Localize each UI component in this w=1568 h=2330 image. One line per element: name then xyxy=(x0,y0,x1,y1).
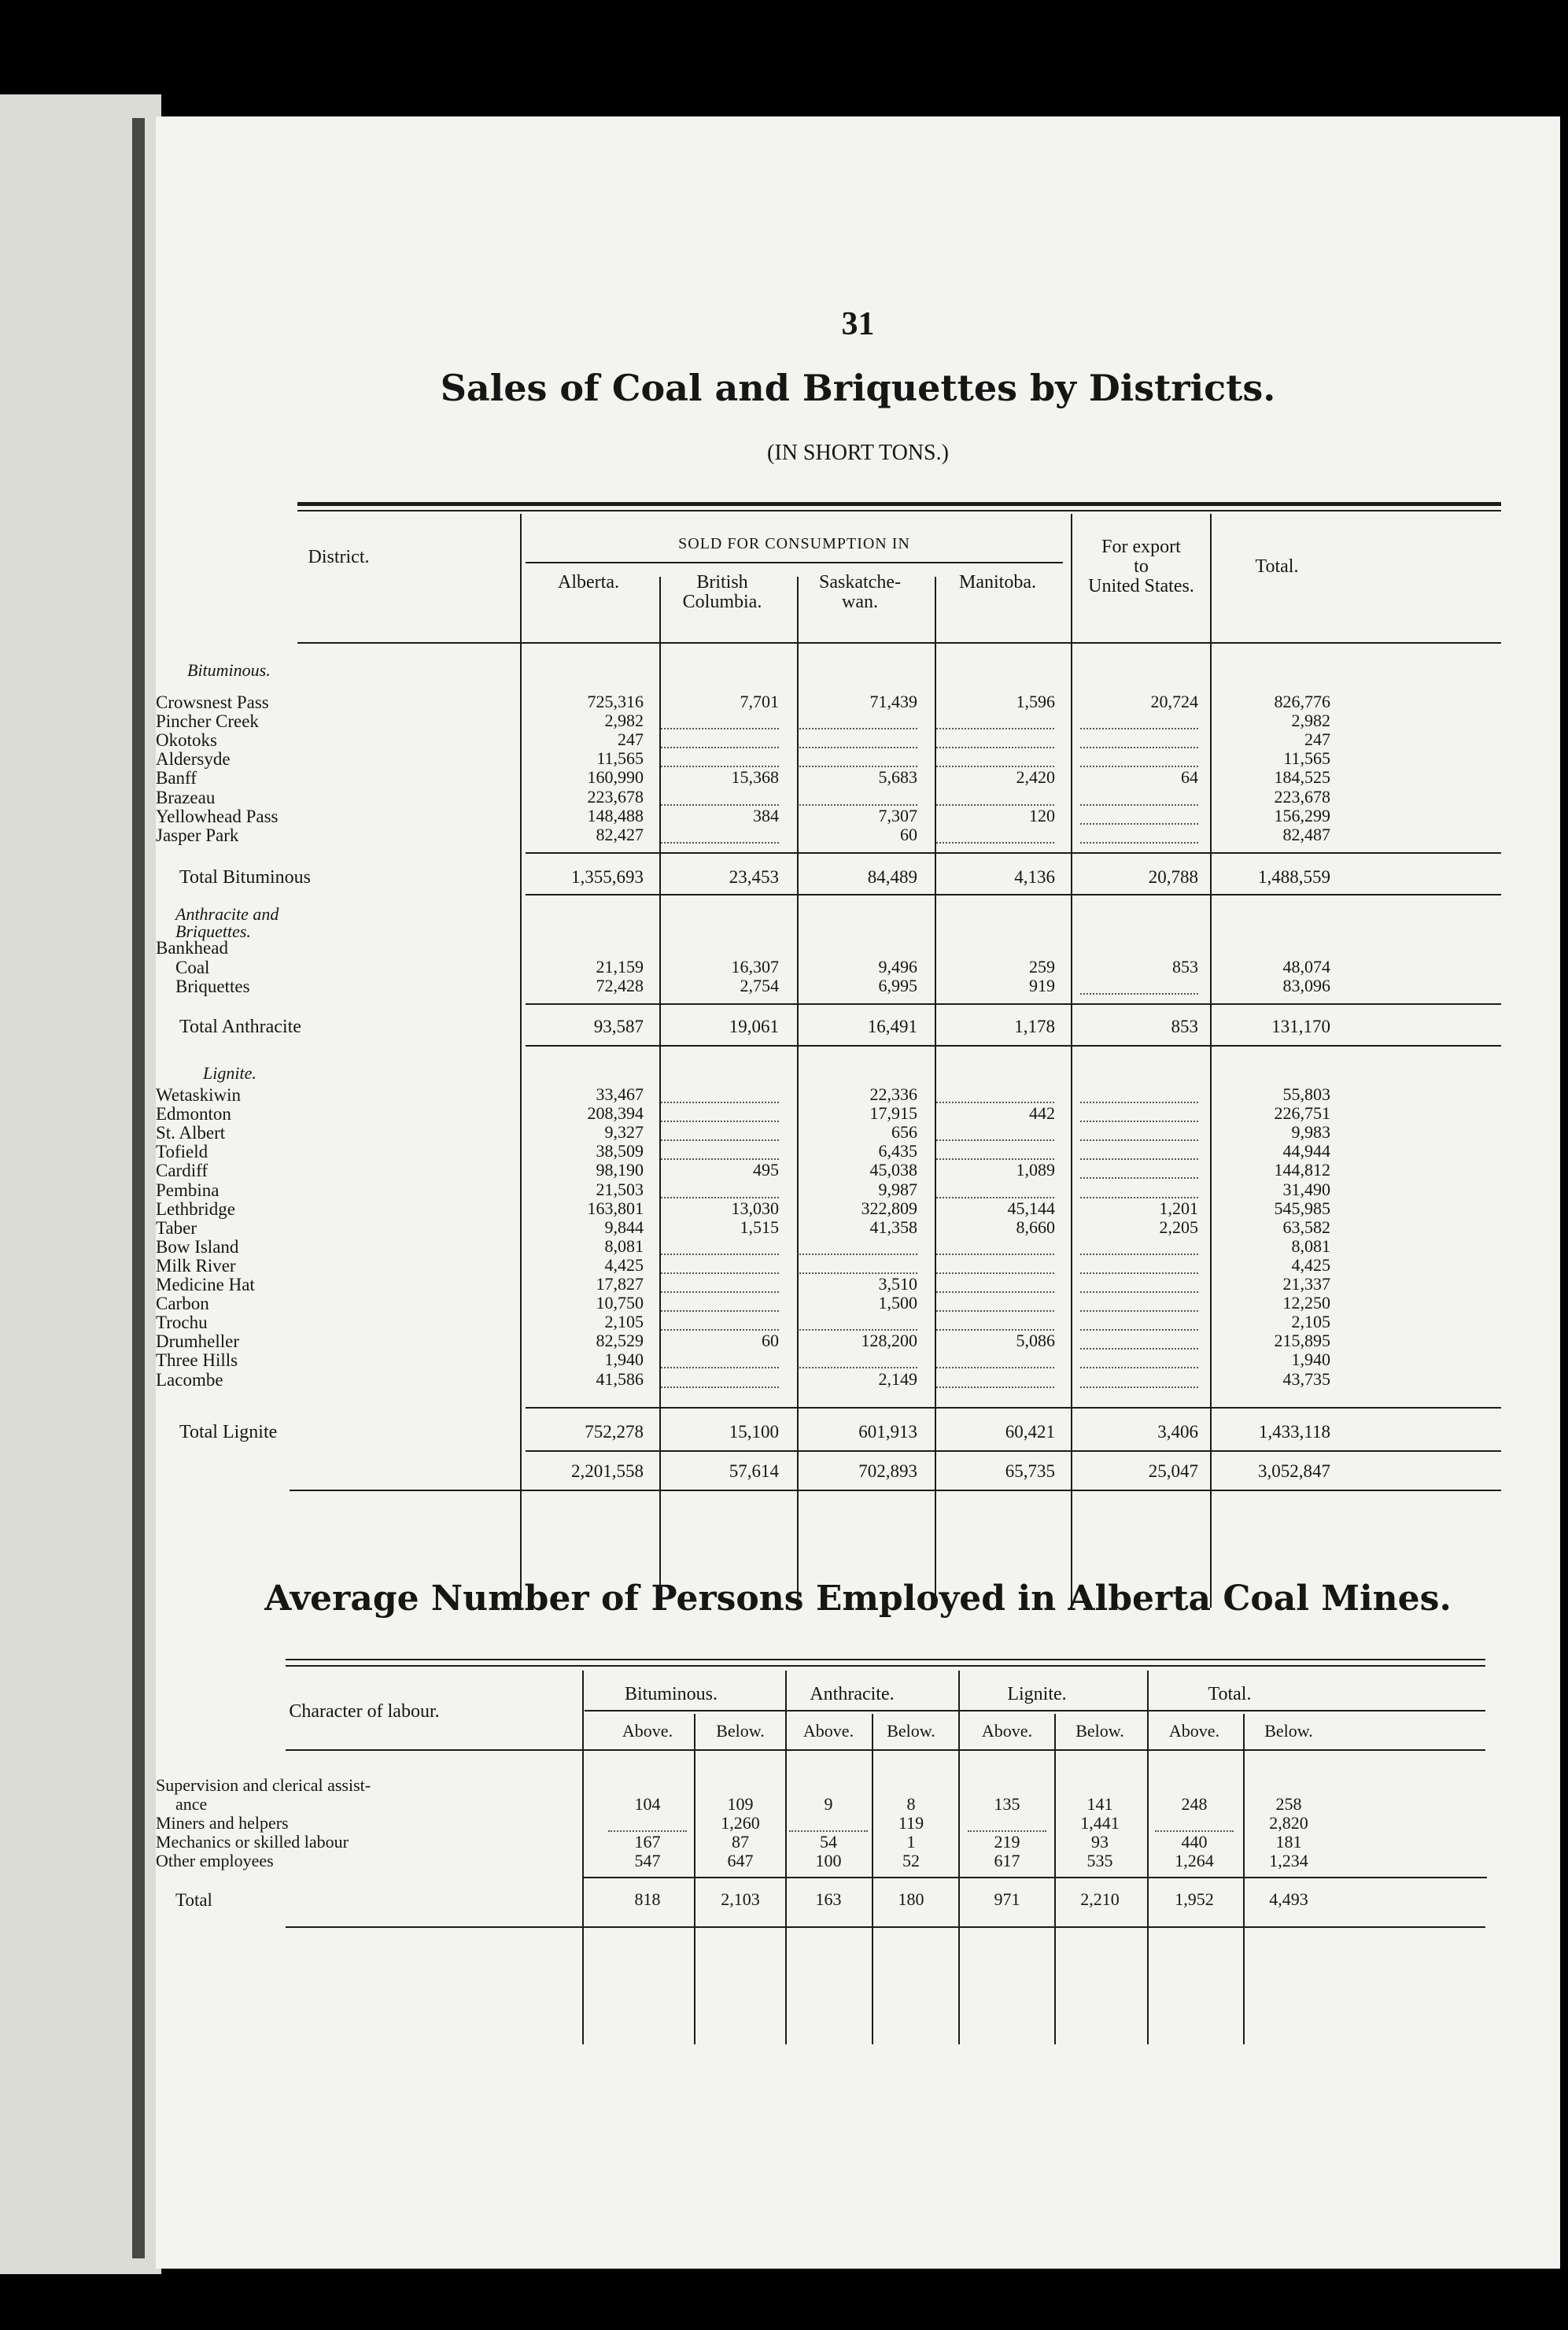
emp-table-top-rule xyxy=(286,1659,1485,1660)
alberta-value: 9,844 xyxy=(604,1217,644,1237)
total-value: 8,081 xyxy=(1291,1235,1330,1256)
emp-value: 547 xyxy=(634,1851,661,1870)
dot-leader xyxy=(661,1367,779,1368)
anthracite-total-bottom-rule xyxy=(526,1045,1501,1047)
alberta-value: 11,565 xyxy=(596,748,644,769)
dot-leader xyxy=(1080,1102,1198,1103)
dot-leader xyxy=(1080,1254,1198,1255)
dot-leader xyxy=(936,1254,1054,1255)
total-value: 4,425 xyxy=(1291,1254,1330,1275)
emp-col-rule xyxy=(785,1714,787,2044)
dot-leader xyxy=(1080,1367,1198,1368)
above-header: Above. xyxy=(981,1721,1033,1741)
alberta-value: 2,982 xyxy=(604,711,644,731)
alberta-value: 8,081 xyxy=(604,1235,644,1256)
emp-value: 93 xyxy=(1091,1832,1109,1852)
sask-value: 322,809 xyxy=(861,1198,917,1218)
emp-value: 87 xyxy=(732,1832,749,1852)
dot-leader xyxy=(661,1310,779,1312)
alberta-value: 38,509 xyxy=(596,1141,644,1161)
above-header: Above. xyxy=(1168,1721,1220,1741)
dot-leader xyxy=(661,1121,779,1122)
dot-leader xyxy=(799,728,917,729)
emp-value: 100 xyxy=(815,1851,842,1870)
dot-leader xyxy=(661,1387,779,1388)
district-name: Medicine Hat xyxy=(156,1275,255,1294)
total-value: 144,812 xyxy=(1274,1160,1330,1180)
manitoba-value: 8,660 xyxy=(1016,1217,1055,1237)
above-header: Above. xyxy=(802,1721,854,1741)
group-header: Bituminous. xyxy=(624,1684,718,1704)
emp-value: 9 xyxy=(824,1794,833,1814)
total-value: 1,940 xyxy=(1291,1350,1330,1370)
section-heading-anthracite-line2: Briquettes. xyxy=(175,921,251,941)
col-rule-sask xyxy=(935,577,936,1608)
dot-leader xyxy=(1080,1348,1198,1350)
emp-value: 181 xyxy=(1275,1832,1302,1852)
bc-value: 13,030 xyxy=(731,1198,779,1218)
alberta-value: 82,529 xyxy=(596,1331,644,1351)
manitoba-value: 919 xyxy=(1029,976,1055,996)
dot-leader xyxy=(1080,747,1198,748)
total-value: 545,985 xyxy=(1274,1198,1330,1218)
district-name: Okotoks xyxy=(156,730,217,751)
alberta-total-value: 752,278 xyxy=(585,1422,644,1442)
district-name: Banff xyxy=(156,768,197,788)
sask-value: 17,915 xyxy=(869,1103,917,1124)
alberta-value: 41,586 xyxy=(596,1368,644,1389)
district-name: Tofield xyxy=(156,1142,208,1162)
bc-grand-total: 57,614 xyxy=(729,1461,779,1481)
dot-leader xyxy=(1080,1291,1198,1293)
total-value: 9,983 xyxy=(1291,1122,1330,1143)
district-name: Pembina xyxy=(156,1180,220,1200)
dot-leader xyxy=(661,1102,779,1103)
district-name: Taber xyxy=(156,1217,197,1238)
labour-character-name: Mechanics or skilled labour xyxy=(156,1832,349,1852)
document-page xyxy=(156,116,1560,2269)
book-binding-shadow xyxy=(132,118,145,2258)
district-name: Carbon xyxy=(156,1294,209,1314)
district-header: District. xyxy=(308,547,370,567)
manitoba-header: Manitoba. xyxy=(959,572,1036,593)
sales-table-title: Sales of Coal and Briquettes by Districts. xyxy=(440,367,1276,409)
sask-value: 41,358 xyxy=(869,1217,917,1237)
export-total-value: 3,406 xyxy=(1157,1422,1198,1442)
alberta-value: 148,488 xyxy=(587,805,644,825)
total-row-label: Total Bituminous xyxy=(179,867,311,888)
emp-value: 535 xyxy=(1087,1851,1113,1870)
emp-col-rule-label xyxy=(582,1671,584,2044)
emp-value: 1,264 xyxy=(1175,1851,1214,1870)
alberta-value: 10,750 xyxy=(596,1293,644,1313)
total-value: 43,735 xyxy=(1282,1368,1330,1389)
sask-total-value: 16,491 xyxy=(867,1017,917,1036)
total-value: 156,299 xyxy=(1274,805,1330,825)
emp-header-bottom-rule xyxy=(286,1749,1485,1751)
sales-table-subtitle: (IN SHORT TONS.) xyxy=(767,441,949,465)
dot-leader xyxy=(1080,842,1198,844)
manitoba-value: 1,596 xyxy=(1016,692,1055,711)
emp-total-value: 2,103 xyxy=(721,1889,760,1909)
sask-value: 9,987 xyxy=(878,1179,917,1199)
emp-value: 141 xyxy=(1087,1794,1113,1814)
total-value: 82,487 xyxy=(1282,824,1330,844)
emp-total-value: 2,210 xyxy=(1080,1889,1120,1909)
total-value: 2,982 xyxy=(1291,711,1330,731)
alberta-total-value: 93,587 xyxy=(593,1017,644,1036)
total-value: 826,776 xyxy=(1274,692,1330,711)
emp-value: 135 xyxy=(994,1794,1020,1814)
bankhead-label: Bankhead xyxy=(156,938,228,958)
dot-leader xyxy=(661,842,779,844)
alberta-value: 21,503 xyxy=(596,1179,644,1199)
dot-leader xyxy=(1080,1310,1198,1312)
dot-leader xyxy=(936,747,1054,748)
emp-value: 1,441 xyxy=(1080,1813,1120,1833)
below-header: Below. xyxy=(1075,1721,1124,1741)
alberta-value: 21,159 xyxy=(596,957,644,977)
table-top-rule xyxy=(297,502,1501,506)
total-value: 83,096 xyxy=(1282,976,1330,996)
manitoba-value: 2,420 xyxy=(1016,767,1055,788)
emp-value: 647 xyxy=(727,1851,754,1870)
sask-value: 60 xyxy=(900,824,917,844)
emp-table-top-rule-2 xyxy=(286,1665,1485,1667)
total-total-value: 131,170 xyxy=(1271,1017,1330,1036)
dot-leader xyxy=(799,747,917,748)
export-total-value: 20,788 xyxy=(1148,867,1198,887)
total-value: 31,490 xyxy=(1282,1179,1330,1199)
sask-value: 9,496 xyxy=(878,957,917,977)
alberta-value: 2,105 xyxy=(604,1312,644,1332)
total-value: 223,678 xyxy=(1274,786,1330,807)
alberta-value: 208,394 xyxy=(587,1103,644,1124)
lignite-total-top-rule xyxy=(526,1407,1501,1409)
export-value: 20,724 xyxy=(1150,692,1198,711)
district-name: St. Albert xyxy=(156,1123,226,1143)
manitoba-total-value: 60,421 xyxy=(1005,1422,1055,1442)
emp-value: 219 xyxy=(994,1832,1020,1852)
total-value: 63,582 xyxy=(1282,1217,1330,1237)
emp-table-bottom-rule xyxy=(286,1926,1485,1928)
page-number: 31 xyxy=(841,306,875,342)
sask-grand-total: 702,893 xyxy=(858,1461,917,1481)
group-header: Lignite. xyxy=(1007,1684,1067,1704)
district-name: Trochu xyxy=(156,1313,208,1333)
dot-leader xyxy=(1080,1158,1198,1160)
sask-value: 71,439 xyxy=(869,692,917,711)
dot-leader xyxy=(661,1254,779,1255)
lignite-total-bottom-rule xyxy=(526,1450,1501,1452)
district-name: Crowsnest Pass xyxy=(156,692,269,712)
total-total-value: 1,488,559 xyxy=(1258,867,1330,887)
sask-header: Saskatche- wan. xyxy=(819,572,901,613)
alberta-total-value: 1,355,693 xyxy=(571,867,644,887)
dot-leader xyxy=(1080,1329,1198,1331)
dot-leader xyxy=(661,1139,779,1141)
total-value: 247 xyxy=(1304,729,1330,750)
sask-value: 22,336 xyxy=(869,1084,917,1104)
labour-character-name: ance xyxy=(175,1794,208,1814)
manitoba-value: 120 xyxy=(1029,805,1055,825)
emp-total-value: 818 xyxy=(634,1889,661,1909)
emp-value: 119 xyxy=(898,1813,924,1833)
manitoba-value: 442 xyxy=(1029,1103,1055,1124)
export-value: 64 xyxy=(1181,767,1198,788)
export-value: 853 xyxy=(1172,957,1198,977)
employment-table-title: Average Number of Persons Employed in Alberta Coal Mines. xyxy=(264,1579,1452,1619)
dot-leader xyxy=(1080,1139,1198,1141)
emp-value: 52 xyxy=(902,1851,920,1870)
dot-leader xyxy=(936,1387,1054,1388)
col-rule-export xyxy=(1210,514,1212,1608)
bituminous-total-top-rule xyxy=(526,852,1501,854)
district-name: Edmonton xyxy=(156,1104,231,1124)
emp-value: 104 xyxy=(634,1794,661,1814)
section-heading-lignite: Lignite. xyxy=(203,1063,256,1083)
sask-value: 45,038 xyxy=(869,1160,917,1180)
alberta-value: 4,425 xyxy=(604,1254,644,1275)
district-name: Lacombe xyxy=(156,1369,223,1390)
emp-value: 109 xyxy=(727,1794,754,1814)
bc-value: 16,307 xyxy=(731,957,779,977)
emp-group-rule xyxy=(958,1671,960,1718)
dot-leader xyxy=(1080,993,1198,995)
district-name: Lethbridge xyxy=(156,1198,235,1219)
manitoba-total-value: 4,136 xyxy=(1014,867,1055,887)
district-name: Bow Island xyxy=(156,1236,239,1257)
district-name: Coal xyxy=(175,958,210,977)
alberta-value: 160,990 xyxy=(587,767,644,788)
alberta-value: 163,801 xyxy=(587,1198,644,1218)
manitoba-grand-total: 65,735 xyxy=(1005,1461,1055,1481)
emp-col-rule xyxy=(1243,1714,1245,2044)
district-name: Drumheller xyxy=(156,1331,240,1352)
district-name: Pincher Creek xyxy=(156,711,259,732)
dot-leader xyxy=(1080,728,1198,729)
dot-leader xyxy=(936,1310,1054,1312)
emp-value: 1,260 xyxy=(721,1813,760,1833)
bc-total-value: 15,100 xyxy=(729,1422,779,1442)
district-name: Jasper Park xyxy=(156,825,239,845)
alberta-value: 1,940 xyxy=(604,1350,644,1370)
district-name: Milk River xyxy=(156,1255,236,1276)
alberta-value: 9,327 xyxy=(604,1122,644,1143)
bc-value: 7,701 xyxy=(740,692,779,711)
total-value: 21,337 xyxy=(1282,1274,1330,1294)
col-rule-bc xyxy=(797,577,799,1608)
sask-value: 5,683 xyxy=(878,767,917,788)
emp-total-value: 180 xyxy=(898,1889,924,1909)
bc-value: 2,754 xyxy=(740,976,779,996)
total-value: 2,105 xyxy=(1291,1312,1330,1332)
total-value: 55,803 xyxy=(1282,1084,1330,1104)
dot-leader xyxy=(661,747,779,748)
table-top-rule-thin xyxy=(297,510,1501,511)
bc-total-value: 19,061 xyxy=(729,1017,779,1036)
dot-leader xyxy=(936,1291,1054,1293)
sask-value: 2,149 xyxy=(878,1368,917,1389)
labour-character-name: Supervision and clerical assist- xyxy=(156,1775,371,1795)
below-header: Below. xyxy=(887,1721,935,1741)
sold-group-rule xyxy=(526,562,1063,563)
sask-value: 1,500 xyxy=(878,1293,917,1313)
alberta-value: 72,428 xyxy=(596,976,644,996)
total-value: 184,525 xyxy=(1274,767,1330,788)
emp-value: 258 xyxy=(1275,1794,1302,1814)
emp-total-value: 163 xyxy=(815,1889,842,1909)
alberta-value: 82,427 xyxy=(596,824,644,844)
emp-value: 1 xyxy=(906,1832,916,1852)
alberta-grand-total: 2,201,558 xyxy=(571,1461,644,1481)
sask-value: 6,435 xyxy=(878,1141,917,1161)
manitoba-total-value: 1,178 xyxy=(1014,1017,1055,1036)
total-value: 12,250 xyxy=(1282,1293,1330,1313)
emp-total-value: 971 xyxy=(994,1889,1020,1909)
manitoba-value: 5,086 xyxy=(1016,1331,1055,1351)
emp-value: 248 xyxy=(1181,1794,1208,1814)
bc-value: 15,368 xyxy=(731,767,779,788)
sask-value: 7,307 xyxy=(878,805,917,825)
sask-value: 656 xyxy=(891,1122,917,1143)
dot-leader xyxy=(1080,804,1198,806)
character-of-labour-header: Character of labour. xyxy=(289,1701,440,1722)
emp-total-value: 4,493 xyxy=(1269,1889,1308,1909)
labour-character-name: Other employees xyxy=(156,1851,274,1870)
emp-total-label: Total xyxy=(175,1890,212,1910)
dot-leader xyxy=(661,728,779,729)
district-name: Brazeau xyxy=(156,787,216,807)
sask-value: 128,200 xyxy=(861,1331,917,1351)
emp-group-rule xyxy=(785,1671,787,1718)
district-name: Wetaskiwin xyxy=(156,1085,242,1105)
emp-total-value: 1,952 xyxy=(1175,1889,1214,1909)
dot-leader xyxy=(1080,1177,1198,1179)
total-value: 48,074 xyxy=(1282,957,1330,977)
emp-value: 54 xyxy=(820,1832,837,1852)
alberta-value: 98,190 xyxy=(596,1160,644,1180)
dot-leader xyxy=(1080,823,1198,825)
labour-character-name: Miners and helpers xyxy=(156,1813,289,1833)
district-name: Three Hills xyxy=(156,1350,238,1371)
bituminous-total-bottom-rule xyxy=(526,894,1501,895)
bc-value: 384 xyxy=(753,805,779,825)
emp-col-rule xyxy=(958,1714,960,2044)
emp-value: 1,234 xyxy=(1269,1851,1308,1870)
alberta-value: 223,678 xyxy=(587,786,644,807)
total-header: Total. xyxy=(1255,556,1299,577)
export-header: For export to United States. xyxy=(1088,537,1194,597)
bc-value: 60 xyxy=(762,1331,779,1351)
bc-total-value: 23,453 xyxy=(729,867,779,887)
manitoba-value: 259 xyxy=(1029,957,1055,977)
section-heading-anthracite-line1: Anthracite and xyxy=(175,904,279,924)
dot-leader xyxy=(661,1291,779,1293)
total-total-value: 1,433,118 xyxy=(1258,1422,1330,1442)
district-name: Briquettes xyxy=(175,977,250,997)
dot-leader xyxy=(1080,1272,1198,1274)
dot-leader xyxy=(1080,1387,1198,1388)
export-total-value: 853 xyxy=(1171,1017,1198,1036)
manitoba-value: 1,089 xyxy=(1016,1160,1055,1180)
table-bottom-rule xyxy=(290,1490,1501,1491)
sask-value: 3,510 xyxy=(878,1274,917,1294)
col-rule-district xyxy=(520,514,522,1600)
col-rule-manitoba xyxy=(1071,514,1072,1608)
group-header: Total. xyxy=(1208,1684,1252,1704)
col-rule-alberta xyxy=(659,577,661,1608)
bc-header: British Columbia. xyxy=(682,572,762,613)
sask-total-value: 601,913 xyxy=(858,1422,917,1442)
sask-value: 6,995 xyxy=(878,976,917,996)
emp-value: 167 xyxy=(634,1832,661,1852)
alberta-value: 17,827 xyxy=(596,1274,644,1294)
anthracite-total-top-rule xyxy=(526,1003,1501,1005)
dot-leader xyxy=(1080,1121,1198,1122)
emp-group-rule xyxy=(1147,1671,1149,1718)
total-value: 44,944 xyxy=(1282,1141,1330,1161)
dot-leader xyxy=(936,1139,1054,1141)
export-value: 1,201 xyxy=(1159,1198,1198,1218)
header-bottom-rule xyxy=(297,642,1501,644)
emp-col-rule xyxy=(1054,1714,1056,2044)
district-name: Aldersyde xyxy=(156,749,231,770)
export-value: 2,205 xyxy=(1159,1217,1198,1237)
above-header: Above. xyxy=(622,1721,673,1741)
section-heading-bituminous: Bituminous. xyxy=(187,660,271,680)
alberta-header: Alberta. xyxy=(558,572,619,593)
total-grand-total: 3,052,847 xyxy=(1258,1461,1330,1481)
dot-leader xyxy=(936,1367,1054,1368)
sask-total-value: 84,489 xyxy=(867,867,917,887)
below-header: Below. xyxy=(716,1721,765,1741)
emp-col-rule xyxy=(694,1714,695,2044)
emp-col-rule xyxy=(872,1714,873,2044)
bc-value: 495 xyxy=(753,1160,779,1180)
emp-value: 8 xyxy=(906,1794,916,1814)
export-grand-total: 25,047 xyxy=(1148,1461,1198,1481)
alberta-value: 725,316 xyxy=(587,692,644,711)
dot-leader xyxy=(936,728,1054,729)
emp-total-top-rule xyxy=(582,1877,1487,1878)
dot-leader xyxy=(799,1254,917,1255)
district-name: Cardiff xyxy=(156,1161,208,1181)
alberta-value: 247 xyxy=(618,729,644,750)
dot-leader xyxy=(936,1272,1054,1274)
dot-leader xyxy=(936,842,1054,844)
sold-for-consumption-header: SOLD FOR CONSUMPTION IN xyxy=(678,535,910,552)
group-header-rule xyxy=(585,1710,1485,1711)
emp-value: 617 xyxy=(994,1851,1020,1870)
below-header: Below. xyxy=(1264,1721,1313,1741)
total-value: 215,895 xyxy=(1274,1331,1330,1351)
total-row-label: Total Anthracite xyxy=(179,1017,301,1037)
bc-value: 1,515 xyxy=(740,1217,779,1237)
emp-value: 440 xyxy=(1181,1832,1208,1852)
manitoba-value: 45,144 xyxy=(1007,1198,1055,1218)
total-value: 226,751 xyxy=(1274,1103,1330,1124)
group-header: Anthracite. xyxy=(810,1684,895,1704)
district-name: Yellowhead Pass xyxy=(156,806,279,826)
alberta-value: 33,467 xyxy=(596,1084,644,1104)
dot-leader xyxy=(661,1272,779,1274)
emp-col-rule xyxy=(1147,1714,1149,2044)
total-row-label: Total Lignite xyxy=(179,1422,278,1442)
emp-value: 2,820 xyxy=(1269,1813,1308,1833)
total-value: 11,565 xyxy=(1283,748,1330,769)
